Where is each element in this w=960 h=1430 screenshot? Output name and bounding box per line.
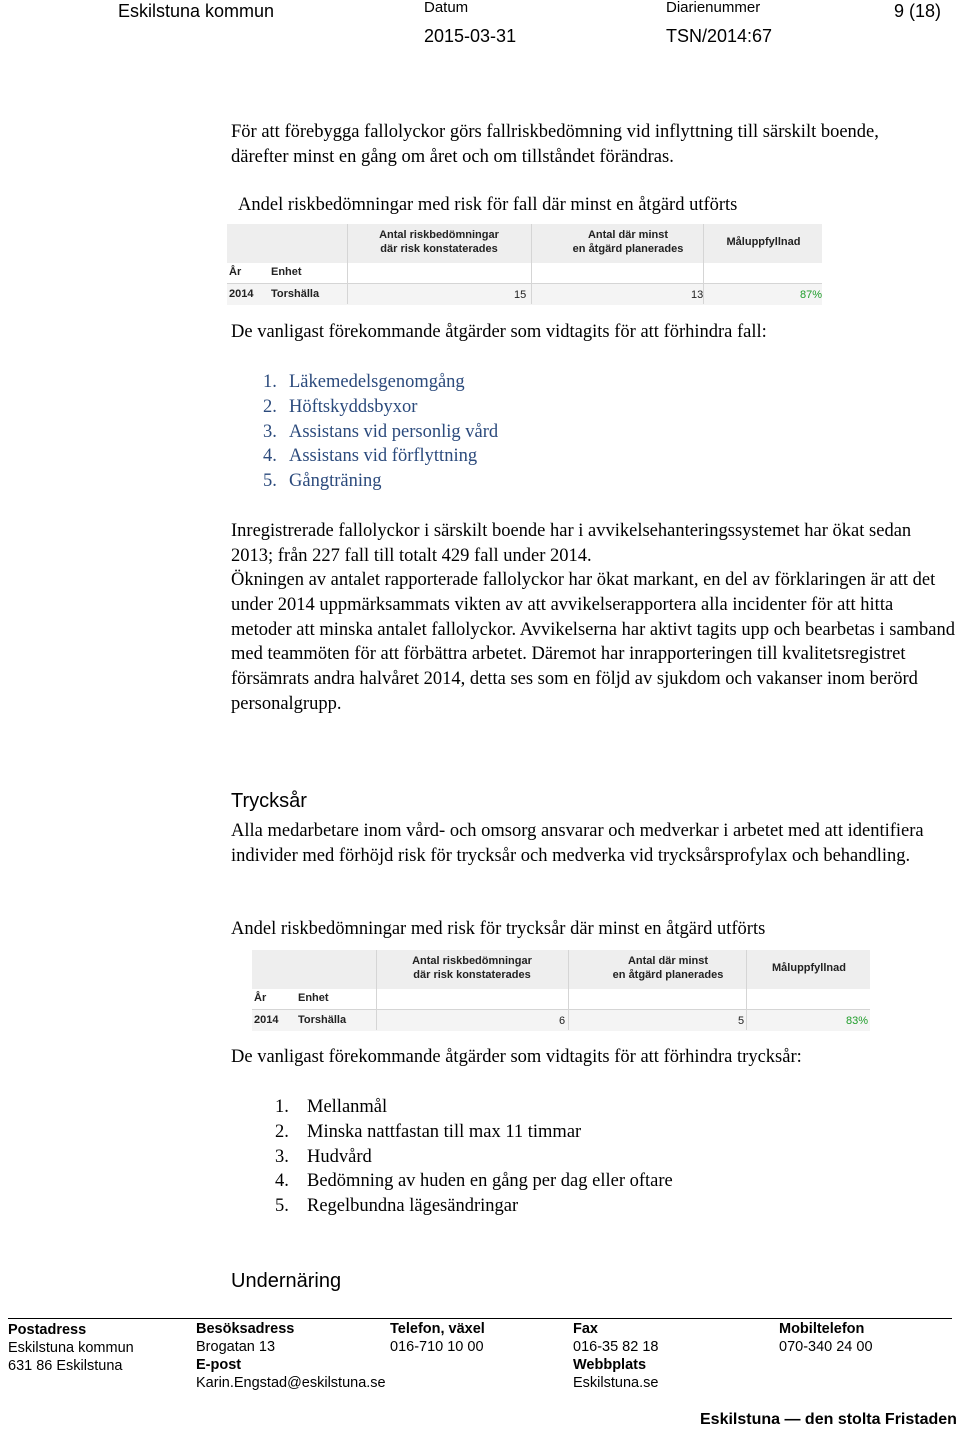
falls-paragraph-2: Ökningen av antalet rapporterade fallolyckor har ökat markant, en del av förklaringen är att det under 2014 uppmärksammats vikten av att avvikelserapportera alla incidenter för att hitta metoder att minska antalet fallolyckor. Avvikelserna har aktivt tagits upp och bearbetas i samband med teammöten för att förbättra arbetet. Däremot har inrapporteringen till kvalitetsregistret försämrats andra halvåret 2014, detta ses som en följd av sjukdom och vakanser inom berörd personalgrupp. bbox=[231, 570, 956, 714]
pressure-intro: Alla medarbetare inom vård- och omsorg ansvarar och medverkar i arbetet med att identifiera individer med förhöjd risk för trycksår och medverka vid trycksårsprofylax och behandling. bbox=[231, 821, 924, 866]
footer-visit bbox=[196, 1320, 386, 1392]
falls-list-intro: De vanligast förekommande åtgärder som vidtagits för att förhindra fall: bbox=[231, 322, 767, 342]
pressure-col2-header-line1: Antal där minst bbox=[627, 955, 709, 967]
list-item: 1. Läkemedelsgenomgång bbox=[263, 372, 465, 392]
pressure-table-caption: Andel riskbedömningar med risk för trycksår där minst en åtgärd utförts bbox=[231, 919, 766, 939]
pressure-year-cell: 2014 bbox=[254, 1014, 279, 1026]
falls-goal-percent: 87% bbox=[800, 289, 823, 301]
footer-mobile bbox=[779, 1320, 873, 1356]
pressure-action-count: 5 bbox=[738, 1015, 745, 1027]
falls-col2-header-line1: Antal där minst bbox=[587, 229, 669, 241]
org-name: Eskilstuna kommun bbox=[118, 1, 275, 21]
pressure-measures-list bbox=[275, 1095, 673, 1219]
falls-year-header: År bbox=[229, 266, 242, 278]
list-item: 4. Bedömning av huden en gång per dag eller oftare bbox=[275, 1171, 673, 1192]
falls-year-cell: 2014 bbox=[229, 288, 254, 300]
list-item: 3. Hudvård bbox=[275, 1146, 372, 1167]
list-item: 2. Minska nattfastan till max 11 timmar bbox=[275, 1121, 582, 1142]
pressure-unit-cell: Torshälla bbox=[298, 1014, 347, 1026]
visit-label: Besöksadress bbox=[196, 1321, 295, 1337]
web-address[interactable]: Eskilstuna.se bbox=[573, 1375, 659, 1391]
fax-label: Fax bbox=[573, 1321, 598, 1337]
falls-risk-table bbox=[227, 224, 822, 304]
phone-label: Telefon, växel bbox=[390, 1321, 485, 1337]
list-item: 1. Mellanmål bbox=[275, 1097, 388, 1117]
phone-number: 016-710 10 00 bbox=[390, 1339, 484, 1355]
postal-line2: 631 86 Eskilstuna bbox=[8, 1358, 123, 1374]
falls-measures-list bbox=[263, 370, 498, 494]
footer-fax bbox=[573, 1320, 658, 1392]
falls-intro: För att förebygga fallolyckor görs fallriskbedömning vid inflyttning till särskilt boende, därefter minst en gång om året och om tillståndet förändras. bbox=[231, 122, 879, 167]
footer-phone bbox=[390, 1320, 485, 1356]
mobile-label: Mobiltelefon bbox=[779, 1321, 865, 1337]
web-label: Webbplats bbox=[573, 1357, 647, 1373]
email-label: E-post bbox=[196, 1357, 242, 1373]
fax-number: 016-35 82 18 bbox=[573, 1339, 659, 1355]
falls-paragraph-1: Inregistrerade fallolyckor i särskilt boende har i avvikelsehanteringssystemet har ökat sedan 2013; från 227 fall till totalt 429 fall under 2014. bbox=[231, 521, 912, 566]
falls-unit-cell: Torshälla bbox=[271, 288, 320, 300]
diary-label: Diarienummer bbox=[666, 0, 761, 16]
postal-line1: Eskilstuna kommun bbox=[8, 1340, 134, 1356]
falls-unit-header: Enhet bbox=[271, 266, 302, 278]
list-item: 2. Höftskyddsbyxor bbox=[263, 396, 418, 417]
pressure-risk-table bbox=[252, 950, 870, 1030]
date-label: Datum bbox=[424, 0, 469, 16]
date-value: 2015-03-31 bbox=[424, 26, 517, 46]
mobile-number: 070-340 24 00 bbox=[779, 1339, 873, 1355]
pressure-col3-header: Måluppfyllnad bbox=[772, 962, 846, 974]
falls-col1-header-line2: där risk konstaterades bbox=[380, 243, 498, 255]
postal-label: Postadress bbox=[8, 1322, 87, 1338]
pressure-col1-header-line2: där risk konstaterades bbox=[413, 969, 531, 981]
list-item: 4. Assistans vid förflyttning bbox=[263, 446, 478, 467]
falls-risk-count: 15 bbox=[514, 289, 527, 301]
falls-col1-header-line1: Antal riskbedömningar bbox=[379, 229, 499, 241]
pressure-col1-header-line1: Antal riskbedömningar bbox=[412, 955, 532, 967]
page-number: 9 (18) bbox=[894, 1, 942, 21]
pressure-goal-percent: 83% bbox=[846, 1015, 869, 1027]
falls-action-count: 13 bbox=[691, 289, 704, 301]
pressure-col2-header-line2: en åtgärd planerades bbox=[612, 969, 724, 981]
pressure-unit-header: Enhet bbox=[298, 992, 329, 1004]
falls-col3-header: Måluppfyllnad bbox=[726, 236, 801, 248]
pressure-heading: Trycksår bbox=[231, 790, 307, 812]
pressure-risk-count: 6 bbox=[559, 1015, 566, 1027]
footer-slogan: Eskilstuna — den stolta Fristaden bbox=[700, 1411, 957, 1428]
diary-number: TSN/2014:67 bbox=[666, 26, 773, 46]
pressure-list-intro: De vanligast förekommande åtgärder som vidtagits för att förhindra trycksår: bbox=[231, 1047, 802, 1067]
pressure-year-header: År bbox=[254, 992, 267, 1004]
list-item: 3. Assistans vid personlig vård bbox=[263, 421, 499, 442]
nutrition-heading: Undernäring bbox=[231, 1270, 342, 1292]
footer-postal bbox=[8, 1321, 134, 1375]
email-address[interactable]: Karin.Engstad@eskilstuna.se bbox=[196, 1375, 386, 1391]
falls-table-caption: Andel riskbedömningar med risk för fall där minst en åtgärd utförts bbox=[238, 195, 738, 215]
falls-col2-header-line2: en åtgärd planerades bbox=[572, 243, 684, 255]
list-item: 5. Gångträning bbox=[263, 471, 382, 492]
footer-divider bbox=[8, 1318, 952, 1319]
list-item: 5. Regelbundna lägesändringar bbox=[275, 1196, 519, 1217]
visit-address: Brogatan 13 bbox=[196, 1339, 276, 1355]
